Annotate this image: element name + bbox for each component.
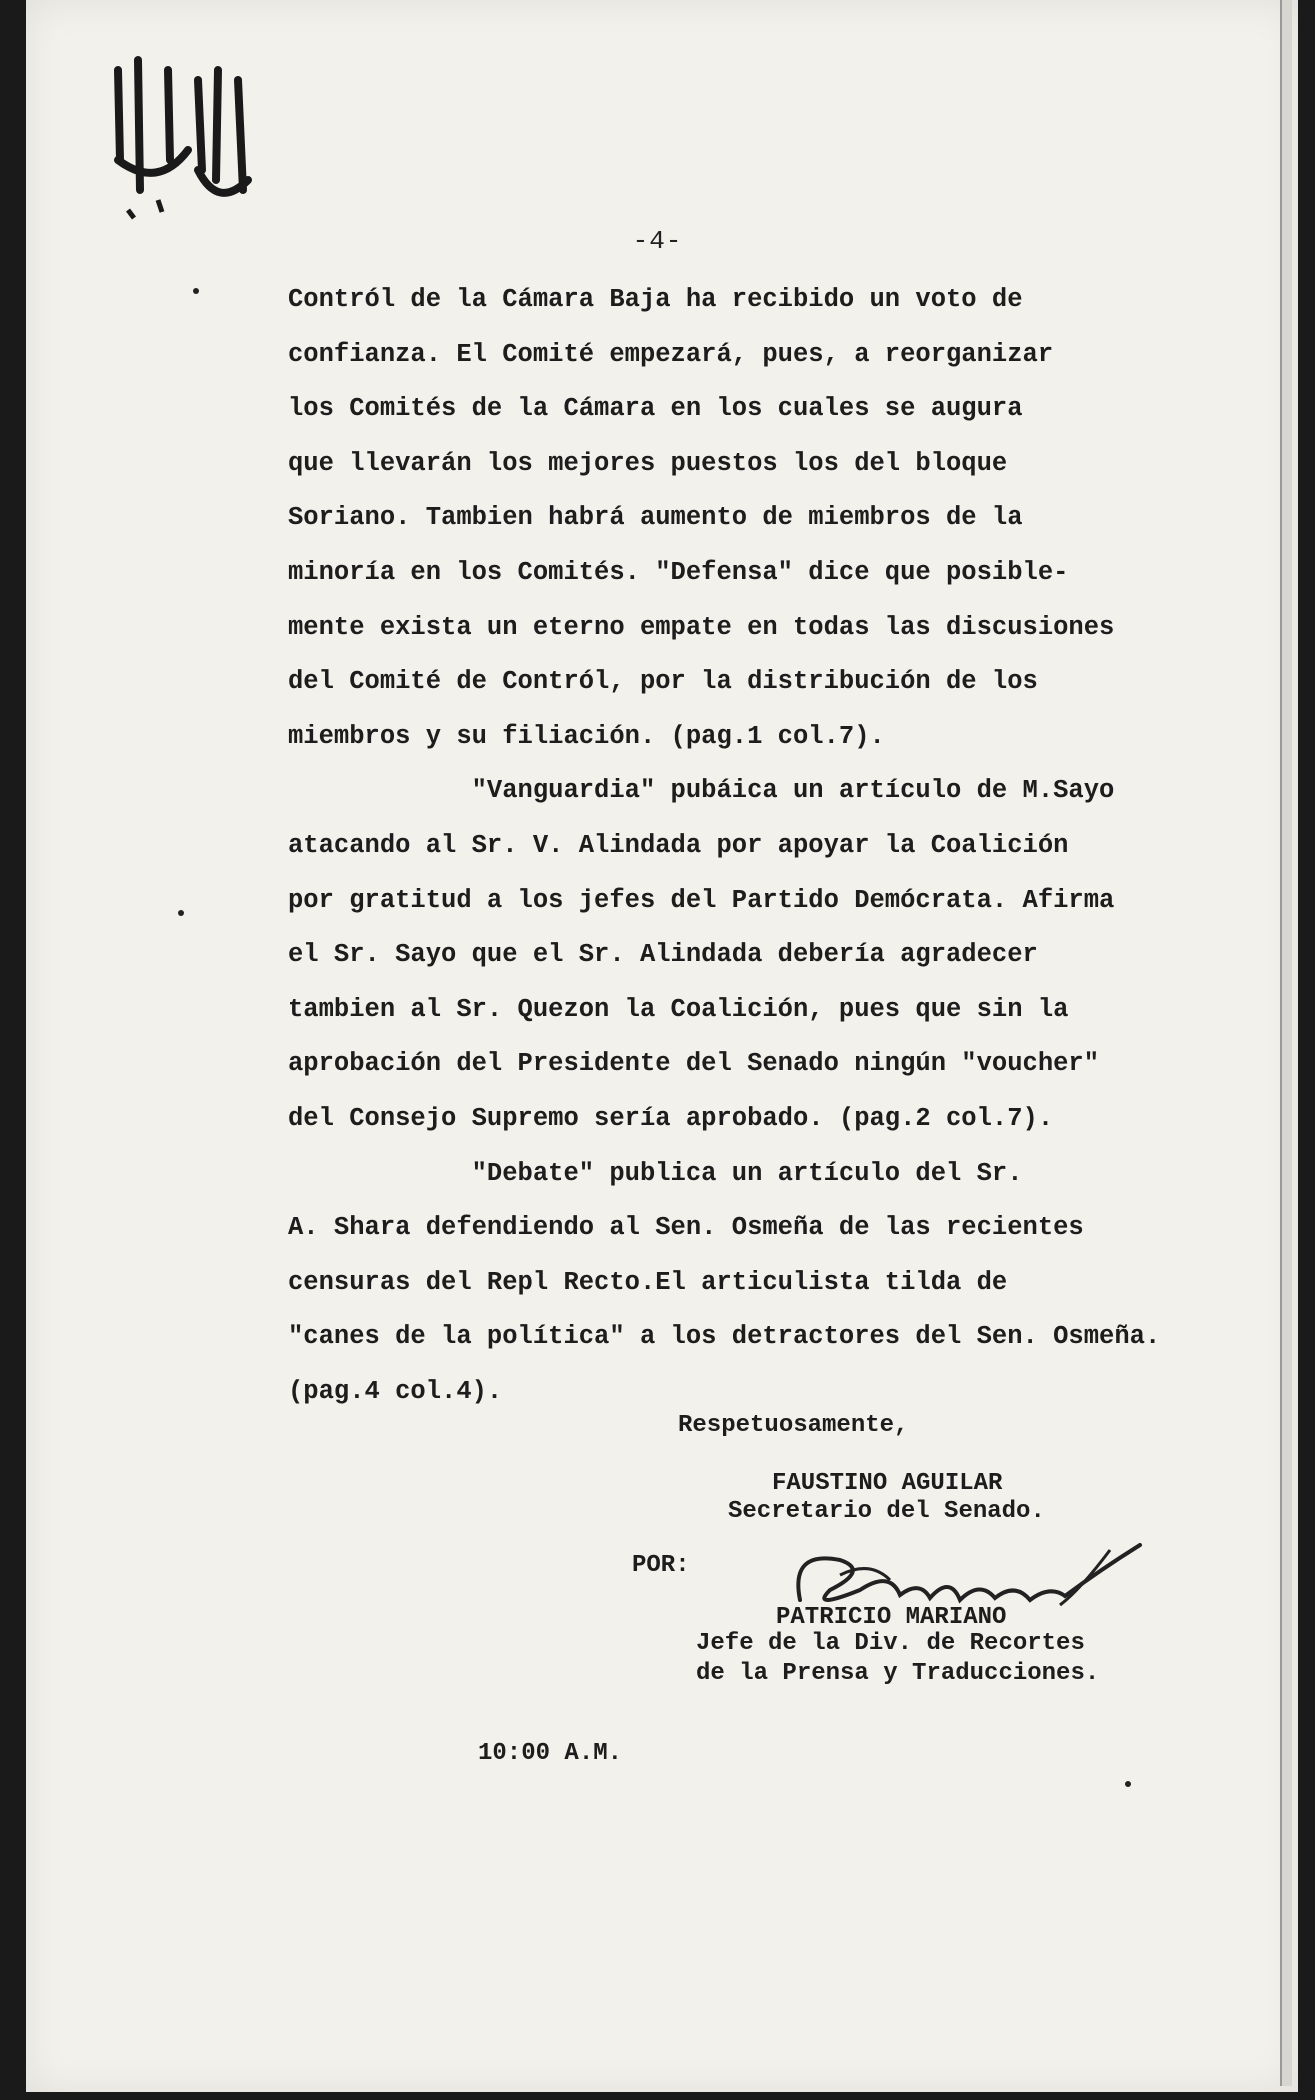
text-line: del Consejo Supremo sería aprobado. (pag.2 col.7). xyxy=(288,1103,1054,1133)
closing-salutation: Respetuosamente, xyxy=(678,1412,909,1439)
signer-title: Secretario del Senado. xyxy=(728,1498,1045,1525)
text-line: A. Shara defendiendo al Sen. Osmeña de las recientes xyxy=(288,1213,1084,1243)
por-label: POR: xyxy=(632,1552,690,1579)
agent-title-line1: Jefe de la Div. de Recortes xyxy=(696,1630,1085,1657)
text-line: censuras del Repl Recto.El articulista tilda de xyxy=(288,1267,1008,1297)
page-edge xyxy=(1280,0,1292,2086)
text-line: por gratitud a los jefes del Partido Demócrata. Afirma xyxy=(288,885,1115,915)
text-line: que llevarán los mejores puestos los del bloque xyxy=(288,448,1008,478)
text-line: el Sr. Sayo que el Sr. Alindada debería agradecer xyxy=(288,940,1038,970)
text-line: del Comité de Contról, por la distribución de los xyxy=(288,667,1038,697)
text-line: aprobación del Presidente del Senado ningún "voucher" xyxy=(288,1049,1100,1079)
speck xyxy=(193,288,199,294)
text-line: Contról de la Cámara Baja ha recibido un voto de xyxy=(288,285,1023,314)
text-line: los Comités de la Cámara en los cuales se augura xyxy=(288,394,1023,424)
text-line: mente exista un eterno empate en todas las discusiones xyxy=(288,612,1115,642)
time-stamp: 10:00 A.M. xyxy=(478,1740,623,1767)
text-line: (pag.4 col.4). xyxy=(288,1376,503,1406)
signer-name: FAUSTINO AGUILAR xyxy=(772,1470,1003,1497)
agent-name: PATRICIO MARIANO xyxy=(776,1604,1007,1631)
speck xyxy=(178,910,184,916)
page-number: -4- xyxy=(632,226,683,256)
text-line: "Vanguardia" pubáica un artículo de M.Sayo xyxy=(288,776,1115,806)
speck xyxy=(1125,1781,1131,1787)
agent-title-line2: de la Prensa y Traducciones. xyxy=(696,1660,1100,1687)
text-line: "Debate" publica un artículo del Sr. xyxy=(288,1158,1023,1188)
text-line: "canes de la política" a los detractores del Sen. Osmeña. xyxy=(288,1322,1161,1352)
body-text xyxy=(288,273,1168,1419)
handwritten-initials-mark xyxy=(98,40,268,220)
text-line: confianza. El Comité empezará, pues, a reorganizar xyxy=(288,339,1054,369)
text-line: tambien al Sr. Quezon la Coalición, pues que sin la xyxy=(288,994,1069,1024)
text-line: Soriano. Tambien habrá aumento de miembros de la xyxy=(288,503,1023,533)
text-line: miembros y su filiación. (pag.1 col.7). xyxy=(288,721,885,751)
text-line: atacando al Sr. V. Alindada por apoyar la Coalición xyxy=(288,830,1069,860)
text-line: minoría en los Comités. "Defensa" dice que posible- xyxy=(288,557,1069,587)
